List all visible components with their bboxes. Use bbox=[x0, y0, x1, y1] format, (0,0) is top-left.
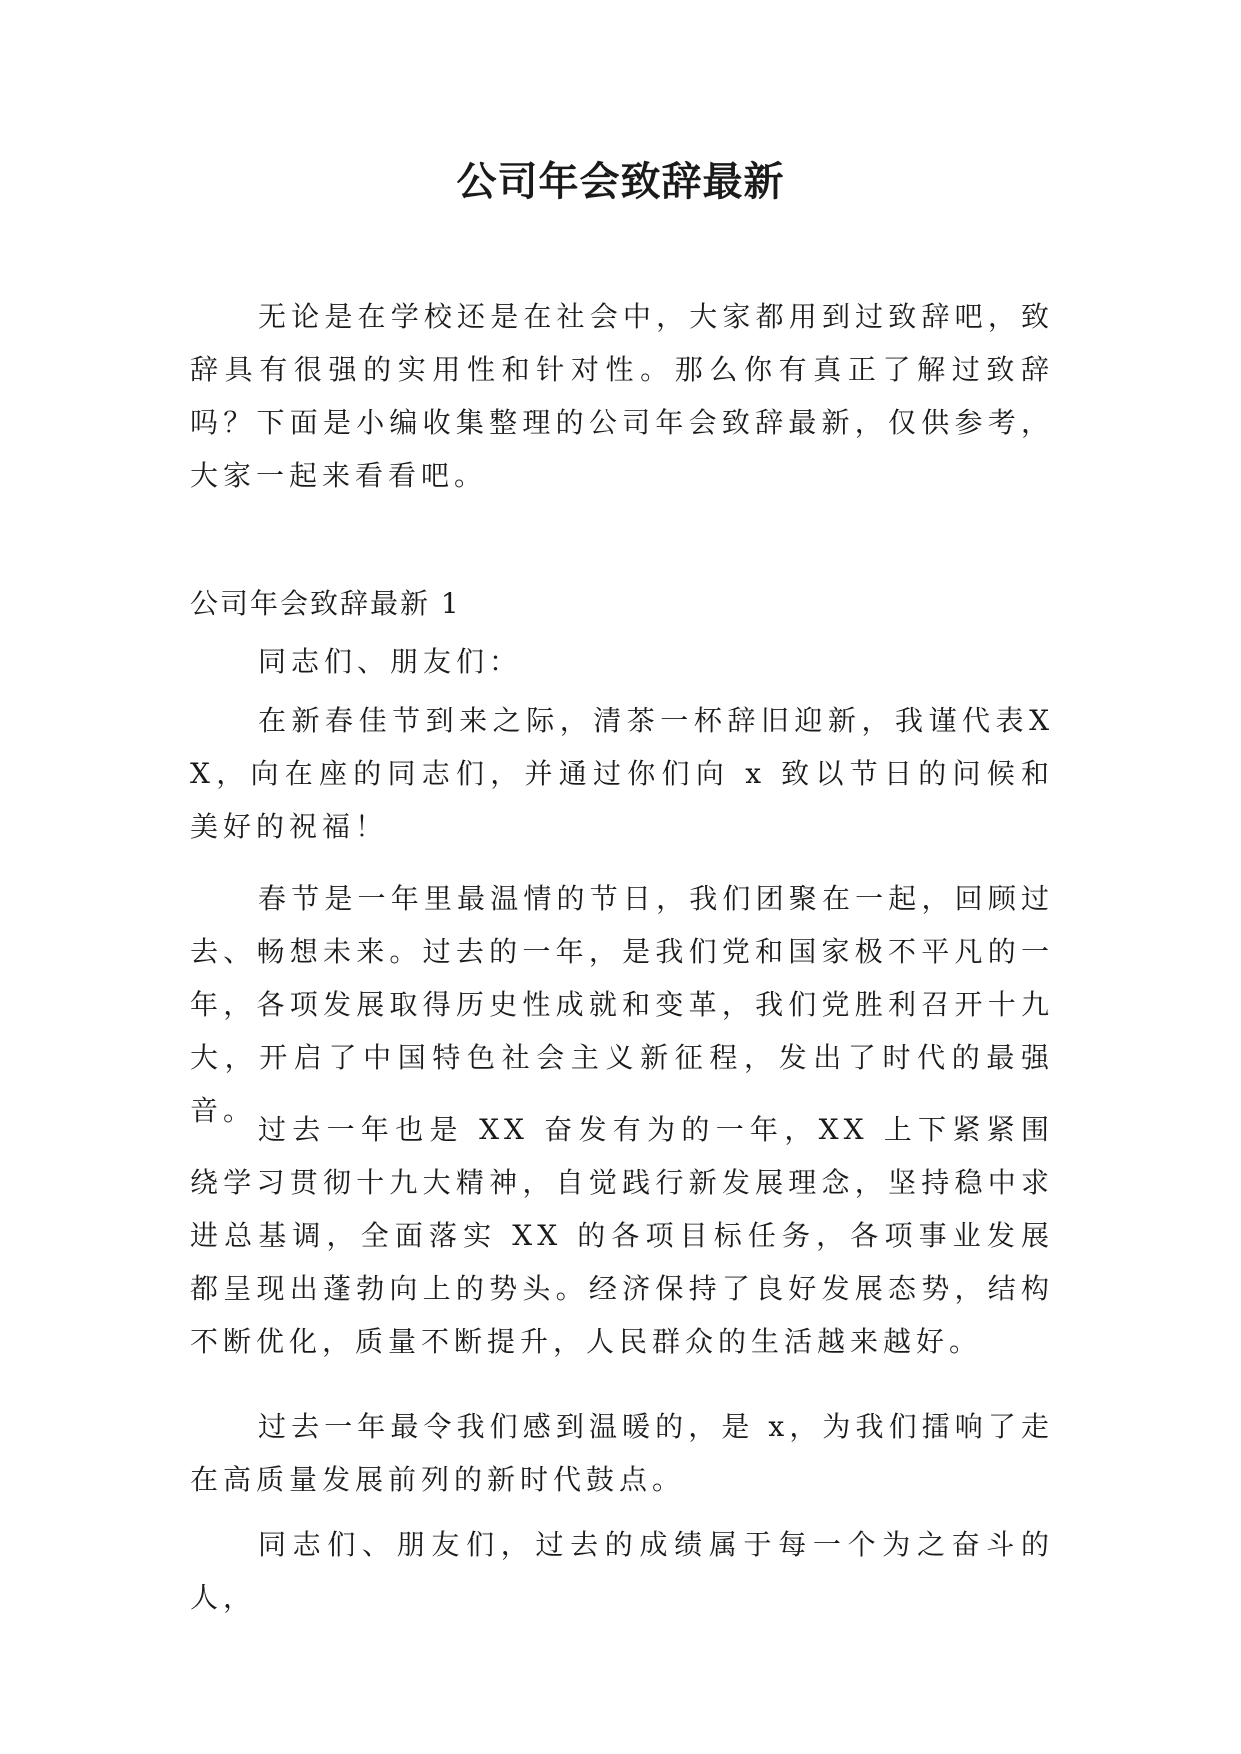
body-paragraph: 在新春佳节到来之际，清茶一杯辞旧迎新，我谨代表XX，向在座的同志们，并通过你们向 x 致以节日的问候和美好的祝福！ bbox=[190, 704, 1054, 843]
section-heading: 公司年会致辞最新 1 bbox=[190, 587, 461, 620]
body-paragraph: 过去一年也是 XX 奋发有为的一年，XX 上下紧紧围绕学习贯彻十九大精神，自觉践行新发展理念，坚持稳中求进总基调，全面落实 XX 的各项目标任务，各项事业发展都呈现出蓬勃向上的势头。经济保持了良好发展态势，结构不断优化，质量不断提升，人民群众的生活越来越好。 bbox=[190, 1113, 1054, 1358]
intro-paragraph: 无论是在学校还是在社会中，大家都用到过致辞吧，致辞具有很强的实用性和针对性。那么你有真正了解过致辞吗？下面是小编收集整理的公司年会致辞最新，仅供参考，大家一起来看看吧。 bbox=[190, 300, 1054, 492]
salutation-paragraph: 同志们、朋友们： bbox=[258, 645, 523, 678]
body-paragraph: 过去一年最令我们感到温暖的，是 x，为我们擂响了走在高质量发展前列的新时代鼓点。 bbox=[190, 1410, 1054, 1496]
body-paragraph: 同志们、朋友们，过去的成绩属于每一个为之奋斗的人， bbox=[190, 1528, 1054, 1614]
body-paragraph: 春节是一年里最温情的节日，我们团聚在一起，回顾过去、畅想未来。过去的一年，是我们党和国家极不平凡的一年，各项发展取得历史性成就和变革，我们党胜利召开十九大，开启了中国特色社会主义新征程，发出了时代的最强音。 bbox=[190, 882, 1054, 1127]
document-title: 公司年会致辞最新 bbox=[456, 159, 785, 205]
